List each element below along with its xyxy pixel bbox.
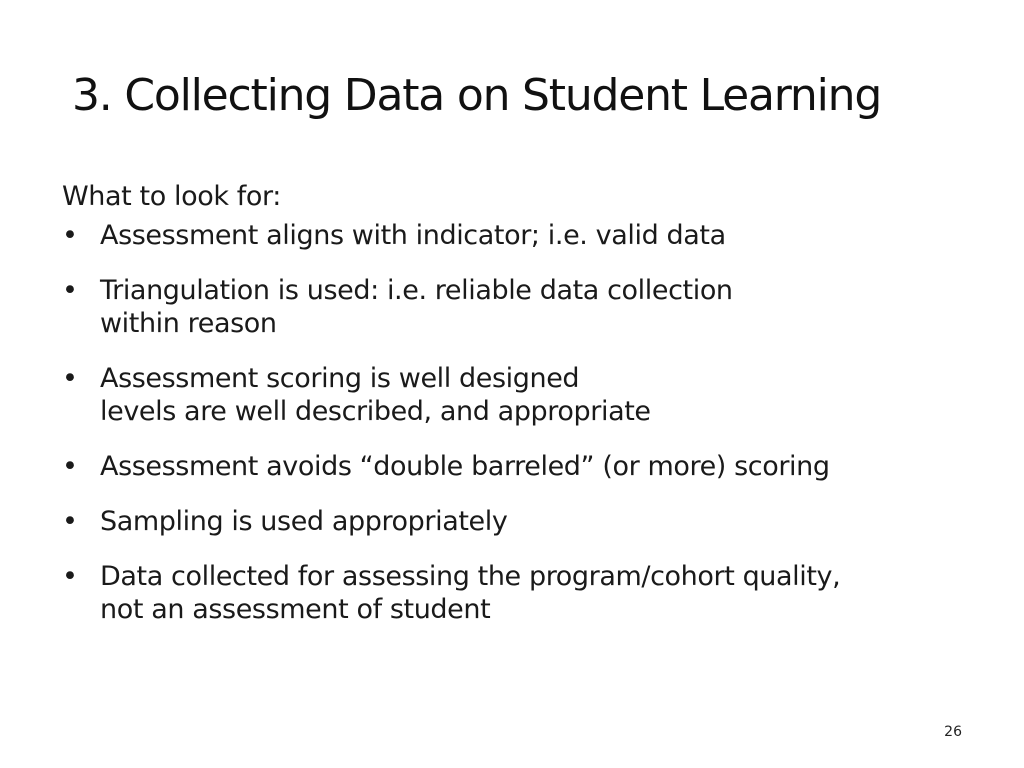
slide-title: 3. Collecting Data on Student Learning (72, 70, 882, 121)
bullet-item (62, 362, 962, 428)
bullet-text: Assessment avoids “double barreled” (or more) scoring (100, 451, 830, 482)
page-number: 26 (944, 724, 962, 740)
bullet-item (62, 450, 962, 483)
bullet-icon: • (62, 451, 78, 482)
bullet-text: Assessment scoring is well designed (100, 363, 580, 394)
bullet-text: Sampling is used appropriately (100, 506, 508, 537)
bullet-text: Assessment aligns with indicator; i.e. valid data (100, 220, 726, 251)
bullet-icon: • (62, 363, 78, 394)
bullet-text: levels are well described, and appropriate (100, 396, 651, 427)
slide-body (62, 180, 962, 648)
bullet-item (62, 274, 962, 340)
bullet-text: within reason (100, 308, 277, 339)
bullet-text: Data collected for assessing the program/cohort quality, (100, 561, 841, 592)
bullet-icon: • (62, 220, 78, 251)
bullet-item (62, 560, 962, 626)
bullet-item (62, 505, 962, 538)
bullet-icon: • (62, 275, 78, 306)
intro-text: What to look for: (62, 181, 281, 212)
bullet-icon: • (62, 561, 78, 592)
bullet-text: Triangulation is used: i.e. reliable data collection (100, 275, 733, 306)
bullet-icon: • (62, 506, 78, 537)
bullet-item (62, 219, 962, 252)
bullet-list (62, 219, 962, 626)
bullet-text: not an assessment of student (100, 594, 491, 625)
